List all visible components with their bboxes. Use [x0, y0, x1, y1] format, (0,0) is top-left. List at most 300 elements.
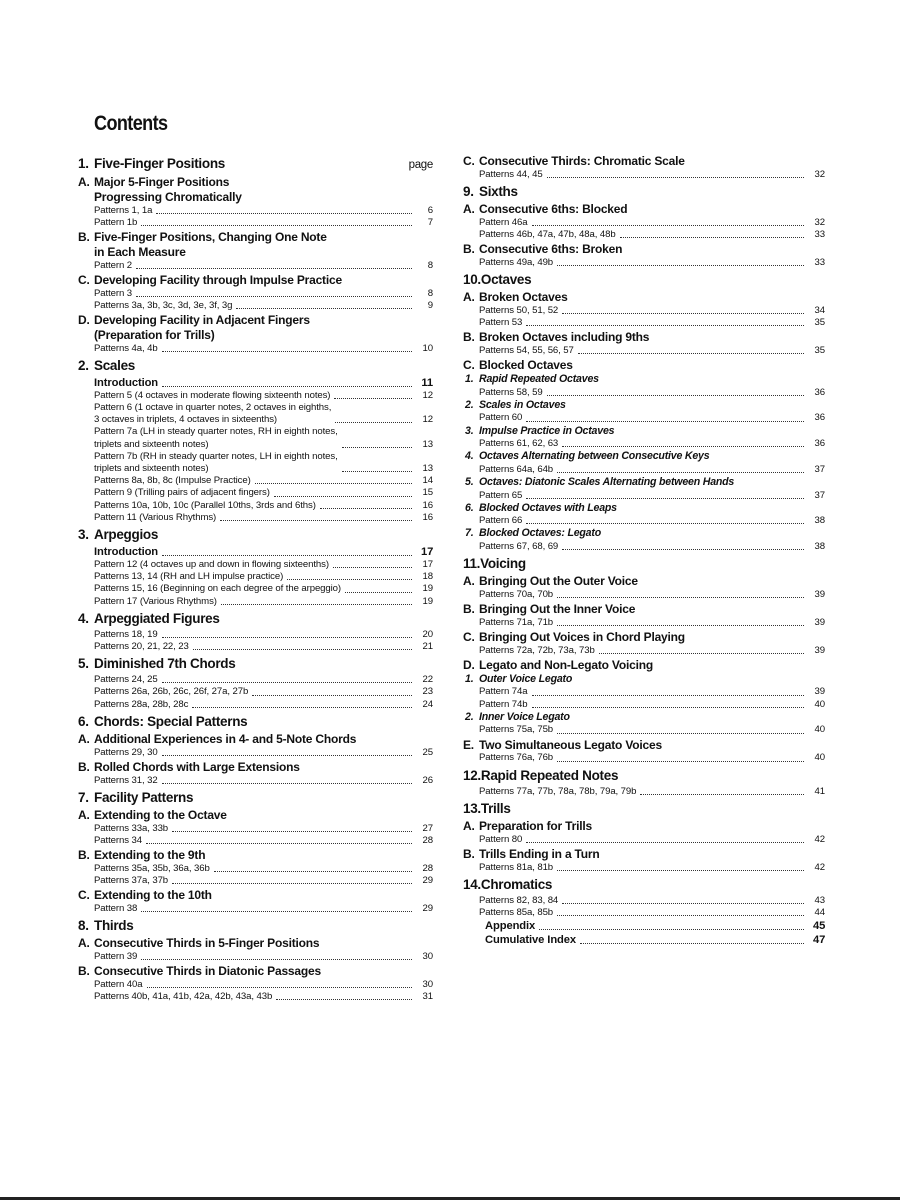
entry-text: Pattern 40a: [94, 979, 143, 991]
entry-text: Pattern 66: [479, 515, 523, 527]
toc-entry: [463, 907, 825, 919]
entry-text: Patterns 35a, 35b, 36a, 36b: [94, 862, 210, 874]
section-heading: [463, 330, 825, 345]
section-title: Developing Facility through Impulse Practice: [94, 272, 342, 287]
toc-entry: [463, 862, 825, 874]
entry-page-number: 44: [814, 906, 825, 918]
entry-page-number: 40: [814, 752, 825, 764]
section-heading: [78, 760, 433, 775]
entry-page-number: 38: [814, 540, 825, 552]
toc-entry: [78, 835, 433, 847]
dot-leader: [562, 446, 804, 447]
section-heading: [463, 630, 825, 645]
entry-text: Patterns 33a, 33b: [94, 822, 169, 834]
entry-text: Patterns 46b, 47a, 47b, 48a, 48b: [479, 229, 616, 240]
entry-text: Patterns 81a, 81b: [479, 861, 554, 873]
entry-page-number: 16: [422, 499, 433, 511]
subsection-number: 7.: [465, 527, 474, 540]
section-heading: [78, 230, 433, 260]
chapter-title: Octaves: [480, 272, 532, 288]
section-letter: B.: [78, 964, 90, 979]
chapter-number: 12.: [463, 767, 481, 783]
chapter-heading: [463, 877, 825, 893]
chapter-title: Five-Finger Positions: [94, 156, 225, 171]
entry-text: Patterns 37a, 37b: [94, 875, 169, 887]
dot-leader: [547, 177, 804, 178]
section-letter: A.: [78, 175, 90, 189]
dot-leader: [136, 296, 412, 297]
section-letter: B.: [463, 330, 475, 345]
chapter-title: Chromatics: [480, 876, 553, 892]
entry-text: Pattern 7b (RH in steady quarter notes, LH in eighth notes, triplets and sixteenth notes): [94, 450, 338, 475]
toc-entry: [463, 541, 825, 553]
dot-leader: [599, 653, 804, 654]
section-title: Preparation for Trills: [479, 818, 592, 833]
section-heading: [463, 358, 825, 373]
toc-entry: [78, 260, 433, 272]
entry-text: Pattern 5 (4 octaves in moderate flowing sixteenth notes): [94, 389, 331, 401]
dot-leader: [141, 225, 412, 226]
toc-entry: [78, 903, 433, 915]
entry-page-number: 8: [427, 287, 433, 299]
entry-text: Patterns 13, 14 (RH and LH impulse practice): [94, 571, 284, 583]
chapter-title: Trills: [480, 800, 511, 816]
dot-leader: [214, 871, 412, 872]
chapter-heading: [463, 801, 825, 817]
chapter-title: Diminished 7th Chords: [94, 656, 236, 672]
entry-text: Pattern 80: [479, 833, 523, 845]
section-letter: B.: [78, 230, 90, 244]
entry-page-number: 7: [427, 216, 433, 228]
entry-text: Pattern 65: [479, 489, 523, 501]
dot-leader: [562, 903, 804, 904]
chapter-title: Arpeggios: [94, 527, 159, 543]
dot-leader: [162, 637, 412, 638]
chapter-number: 13.: [463, 800, 481, 816]
dot-leader: [562, 313, 804, 314]
entry-text: Cumulative Index: [485, 934, 577, 947]
section-title: Two Simultaneous Legato Voices: [479, 737, 662, 752]
section-title: Blocked Octaves: [479, 358, 573, 373]
entry-page-number: 28: [422, 834, 433, 846]
section-title: Bringing Out the Outer Voice: [479, 574, 638, 589]
dot-leader: [156, 213, 412, 214]
entry-text: Patterns 77a, 77b, 78a, 78b, 79a, 79b: [479, 785, 637, 797]
chapter-title: Thirds: [94, 918, 134, 934]
entry-page-number: 40: [814, 698, 825, 710]
section-title: Broken Octaves: [479, 290, 568, 305]
entry-page-number: 15: [422, 487, 433, 499]
section-letter: B.: [463, 846, 475, 861]
entry-text: Patterns 15, 16 (Beginning on each degree of the arpeggio): [94, 583, 342, 595]
entry-page-number: 12: [422, 389, 433, 401]
section-heading: [78, 888, 433, 903]
entry-text: Pattern 12 (4 octaves up and down in flowing sixteenths): [94, 559, 329, 571]
dot-leader: [557, 265, 804, 266]
chapter-heading: [463, 768, 825, 784]
dot-leader: [193, 649, 412, 650]
entry-text: Patterns 31, 32: [94, 774, 158, 786]
entry-page-number: 33: [814, 229, 825, 240]
entry-page-number: 34: [814, 305, 825, 316]
dot-leader: [539, 929, 804, 930]
entry-page-number: 36: [814, 412, 825, 424]
toc-entry: [78, 641, 433, 653]
dot-leader: [557, 915, 804, 916]
toc-entry: [463, 169, 825, 181]
dot-leader: [162, 755, 412, 756]
dot-leader: [342, 447, 412, 448]
toc-entry: [463, 305, 825, 317]
toc-entry: [463, 752, 825, 764]
chapter-number: 11.: [463, 556, 481, 572]
entry-page-number: 36: [814, 386, 825, 398]
dot-leader: [334, 398, 412, 399]
entry-page-number: 20: [422, 628, 433, 640]
entry-text: Pattern 9 (Trilling pairs of adjacent fingers): [94, 487, 270, 499]
subsection-number: 6.: [465, 501, 474, 514]
toc-entry: [463, 229, 825, 241]
dot-leader: [172, 831, 412, 832]
chapter-heading: [463, 272, 825, 288]
section-heading: [78, 936, 433, 951]
toc-entry: [463, 345, 825, 357]
chapter-heading: [78, 156, 433, 173]
dot-leader: [162, 386, 412, 387]
entry-text: Introduction: [94, 376, 159, 389]
entry-page-number: 33: [814, 257, 825, 268]
dot-leader: [274, 496, 412, 497]
entry-page-number: 6: [427, 204, 433, 216]
section-title: Consecutive Thirds in Diatonic Passages: [94, 964, 321, 979]
entry-text: Patterns 67, 68, 69: [479, 540, 559, 552]
toc-entry-major: [463, 919, 825, 933]
dot-leader: [192, 707, 412, 708]
section-title: Extending to the 10th: [94, 888, 212, 903]
section-heading: [463, 242, 825, 257]
section-title: Consecutive Thirds: Chromatic Scale: [479, 154, 685, 168]
dot-leader: [141, 959, 412, 960]
chapter-number: 8.: [78, 918, 89, 934]
section-title: Bringing Out Voices in Chord Playing: [479, 630, 685, 645]
chapter-number: 3.: [78, 527, 89, 543]
toc-entry-major: [78, 376, 433, 390]
entry-page-number: 12: [422, 414, 433, 426]
entry-text: Patterns 61, 62, 63: [479, 438, 559, 450]
dot-leader: [252, 695, 412, 696]
toc-entry: [463, 834, 825, 846]
section-letter: C.: [78, 888, 90, 903]
section-heading: [78, 313, 433, 343]
dot-leader: [221, 604, 412, 605]
section-letter: C.: [463, 358, 475, 373]
section-letter: A.: [78, 731, 90, 746]
section-letter: B.: [78, 759, 90, 774]
entry-page-number: 9: [427, 299, 433, 311]
toc-entry: [78, 487, 433, 499]
dot-leader: [333, 567, 412, 568]
entry-page-number: 42: [814, 833, 825, 845]
entry-text: Patterns 4a, 4b: [94, 342, 158, 354]
chapter-number: 14.: [463, 876, 481, 892]
toc-entry: [463, 645, 825, 657]
section-heading: [463, 290, 825, 305]
toc-entry: [78, 217, 433, 229]
section-heading: [78, 175, 433, 205]
dot-leader: [578, 353, 804, 354]
chapter-heading: [78, 918, 433, 934]
section-letter: C.: [463, 630, 475, 645]
section-heading: [78, 848, 433, 863]
toc-column-left: [78, 153, 433, 1003]
entry-page-number: 11: [421, 376, 433, 389]
toc-entry: [463, 617, 825, 629]
entry-page-number: 28: [422, 862, 433, 874]
dot-leader: [640, 794, 804, 795]
dot-leader: [532, 707, 804, 708]
subsection-title: Inner Voice Legato: [479, 710, 570, 723]
entry-page-number: 16: [422, 511, 433, 523]
section-heading: [78, 964, 433, 979]
chapter-heading: [78, 714, 433, 730]
section-title: Trills Ending in a Turn: [479, 846, 600, 861]
toc-entry: [78, 343, 433, 355]
entry-text: Patterns 75a, 75b: [479, 724, 554, 736]
page-column-header: page: [408, 159, 433, 171]
entry-page-number: 30: [422, 979, 433, 991]
dot-leader: [557, 597, 804, 598]
chapter-number: 2.: [78, 357, 89, 373]
subsection-number: 1.: [465, 672, 474, 685]
dot-leader: [526, 325, 804, 326]
chapter-heading: [78, 358, 433, 374]
chapter-heading: [78, 527, 433, 543]
chapter-number: 5.: [78, 656, 89, 672]
section-title: Consecutive 6ths: Blocked: [479, 202, 628, 216]
subsection-title: Octaves Alternating between Consecutive Keys: [479, 450, 710, 463]
entry-text: Pattern 7a (LH in steady quarter notes, RH in eighth notes, triplets and sixteenth notes): [94, 426, 338, 450]
toc-entry: [78, 775, 433, 787]
dot-leader: [162, 351, 412, 352]
toc-entry: [78, 875, 433, 887]
entry-text: Patterns 20, 21, 22, 23: [94, 641, 189, 653]
section-letter: D.: [463, 658, 475, 673]
dot-leader: [320, 508, 412, 509]
chapter-heading: [78, 790, 433, 806]
dot-leader: [532, 225, 804, 226]
subsection-heading: [463, 373, 825, 387]
subsection-number: 1.: [465, 373, 474, 386]
toc-entry: [463, 464, 825, 476]
entry-text: Patterns 70a, 70b: [479, 588, 554, 600]
dot-leader: [557, 870, 804, 871]
entry-page-number: 21: [422, 641, 433, 653]
dot-leader: [557, 472, 804, 473]
dot-leader: [162, 682, 412, 683]
entry-page-number: 14: [422, 475, 433, 487]
toc-entry: [78, 583, 433, 595]
entry-text: Pattern 11 (Various Rhythms): [94, 511, 217, 523]
section-letter: B.: [78, 848, 90, 863]
subsection-title: Blocked Octaves: Legato: [479, 527, 601, 540]
toc-entry: [463, 490, 825, 502]
entry-text: Patterns 44, 45: [479, 168, 543, 180]
entry-page-number: 37: [814, 489, 825, 501]
subsection-title: Impulse Practice in Octaves: [479, 424, 615, 437]
toc-entry: [78, 686, 433, 698]
entry-page-number: 43: [814, 894, 825, 906]
entry-page-number: 17: [422, 559, 433, 571]
toc-entry: [78, 500, 433, 512]
section-heading: [78, 273, 433, 288]
subsection-heading: [463, 450, 825, 464]
section-letter: E.: [463, 737, 474, 752]
subsection-heading: [463, 502, 825, 516]
toc-entry: [78, 991, 433, 1003]
subsection-title: Outer Voice Legato: [479, 672, 573, 685]
entry-text: Pattern 53: [479, 317, 523, 329]
entry-text: Pattern 46a: [479, 216, 528, 228]
section-title: Consecutive Thirds in 5-Finger Positions: [94, 936, 320, 951]
subsection-title: Octaves: Diatonic Scales Alternating between Hands: [479, 476, 735, 489]
section-letter: A.: [463, 202, 475, 216]
dot-leader: [526, 523, 804, 524]
entry-page-number: 40: [814, 724, 825, 736]
toc-entry: [78, 512, 433, 524]
toc-entry-major: [463, 933, 825, 947]
section-letter: B.: [463, 242, 475, 257]
entry-text: Pattern 60: [479, 412, 523, 424]
chapter-number: 1.: [78, 156, 89, 171]
dot-leader: [526, 498, 804, 499]
toc-entry: [78, 475, 433, 487]
dot-leader: [287, 579, 412, 580]
entry-text: Patterns 49a, 49b: [479, 257, 554, 268]
section-title: Bringing Out the Inner Voice: [479, 602, 636, 617]
entry-text: Pattern 74a: [479, 686, 528, 698]
entry-page-number: 17: [421, 546, 434, 559]
entry-page-number: 29: [422, 875, 433, 887]
entry-text: Patterns 3a, 3b, 3c, 3d, 3e, 3f, 3g: [94, 299, 233, 311]
entry-page-number: 29: [422, 903, 433, 915]
chapter-title: Scales: [94, 357, 135, 373]
dot-leader: [557, 625, 804, 626]
page-title: Contents: [94, 112, 168, 135]
entry-text: Patterns 58, 59: [479, 386, 543, 398]
toc-entry: [78, 629, 433, 641]
entry-text: Patterns 54, 55, 56, 57: [479, 345, 574, 357]
section-letter: A.: [78, 807, 90, 822]
dot-leader: [620, 237, 804, 238]
section-heading: [78, 732, 433, 747]
dot-leader: [345, 592, 412, 593]
entry-text: Patterns 29, 30: [94, 746, 158, 758]
toc-entry: [463, 895, 825, 907]
subsection-number: 2.: [465, 710, 474, 723]
dot-leader: [255, 483, 412, 484]
dot-leader: [526, 421, 804, 422]
entry-page-number: 42: [814, 861, 825, 873]
subsection-heading: [463, 711, 825, 725]
dot-leader: [276, 999, 412, 1000]
subsection-title: Scales in Octaves: [479, 398, 566, 411]
toc-entry: [78, 205, 433, 217]
subsection-title: Rapid Repeated Octaves: [479, 373, 599, 386]
toc-entry: [463, 589, 825, 601]
subsection-heading: [463, 673, 825, 687]
section-letter: A.: [463, 290, 475, 305]
dot-leader: [547, 395, 804, 396]
toc-entry: [78, 863, 433, 875]
entry-page-number: 41: [814, 785, 825, 797]
entry-page-number: 32: [814, 168, 825, 180]
toc-entry: [463, 412, 825, 424]
entry-page-number: 25: [422, 746, 433, 758]
entry-text: Pattern 17 (Various Rhythms): [94, 595, 217, 607]
toc-entry: [78, 979, 433, 991]
entry-page-number: 22: [422, 674, 433, 686]
chapter-number: 6.: [78, 713, 89, 729]
entry-page-number: 47: [813, 934, 826, 947]
entry-text: Patterns 50, 51, 52: [479, 305, 559, 316]
dot-leader: [136, 268, 412, 269]
chapter-number: 9.: [463, 184, 474, 199]
chapter-number: 4.: [78, 610, 89, 626]
dot-leader: [342, 471, 412, 472]
entry-text: Patterns 34: [94, 834, 142, 846]
dot-leader: [526, 842, 804, 843]
section-title: Legato and Non-Legato Voicing: [479, 658, 653, 673]
toc-entry: [78, 390, 433, 402]
toc-entry: [463, 217, 825, 229]
entry-page-number: 45: [813, 920, 826, 933]
entry-text: Patterns 40b, 41a, 41b, 42a, 42b, 43a, 43b: [94, 991, 273, 1003]
entry-page-number: 37: [814, 463, 825, 475]
entry-page-number: 19: [422, 583, 433, 595]
entry-page-number: 10: [422, 342, 433, 354]
entry-text: Patterns 10a, 10b, 10c (Parallel 10ths, 3rds and 6ths): [94, 499, 316, 511]
entry-page-number: 36: [814, 438, 825, 450]
toc-entry: [463, 438, 825, 450]
dot-leader: [162, 555, 412, 556]
entry-page-number: 23: [422, 686, 433, 698]
section-title: Broken Octaves including 9ths: [479, 330, 650, 345]
section-heading: [463, 738, 825, 753]
dot-leader: [335, 422, 412, 423]
entry-page-number: 32: [814, 216, 825, 228]
entry-text: Pattern 3: [94, 287, 133, 299]
dot-leader: [580, 943, 804, 944]
section-letter: C.: [463, 154, 475, 168]
subsection-number: 5.: [465, 476, 474, 489]
dot-leader: [236, 308, 412, 309]
subsection-number: 4.: [465, 450, 474, 463]
toc-entry: [463, 317, 825, 329]
section-title: Rolled Chords with Large Extensions: [94, 759, 300, 774]
dot-leader: [557, 733, 804, 734]
toc-entry: [78, 823, 433, 835]
entry-page-number: 39: [814, 588, 825, 600]
entry-text: Patterns 76a, 76b: [479, 752, 554, 764]
section-letter: A.: [463, 818, 475, 833]
entry-text: Patterns 24, 25: [94, 674, 158, 686]
section-letter: A.: [78, 936, 90, 951]
entry-text: Pattern 1b: [94, 216, 138, 228]
section-heading: [463, 574, 825, 589]
dot-leader: [532, 695, 804, 696]
dot-leader: [141, 911, 412, 912]
toc-entry: [78, 571, 433, 583]
